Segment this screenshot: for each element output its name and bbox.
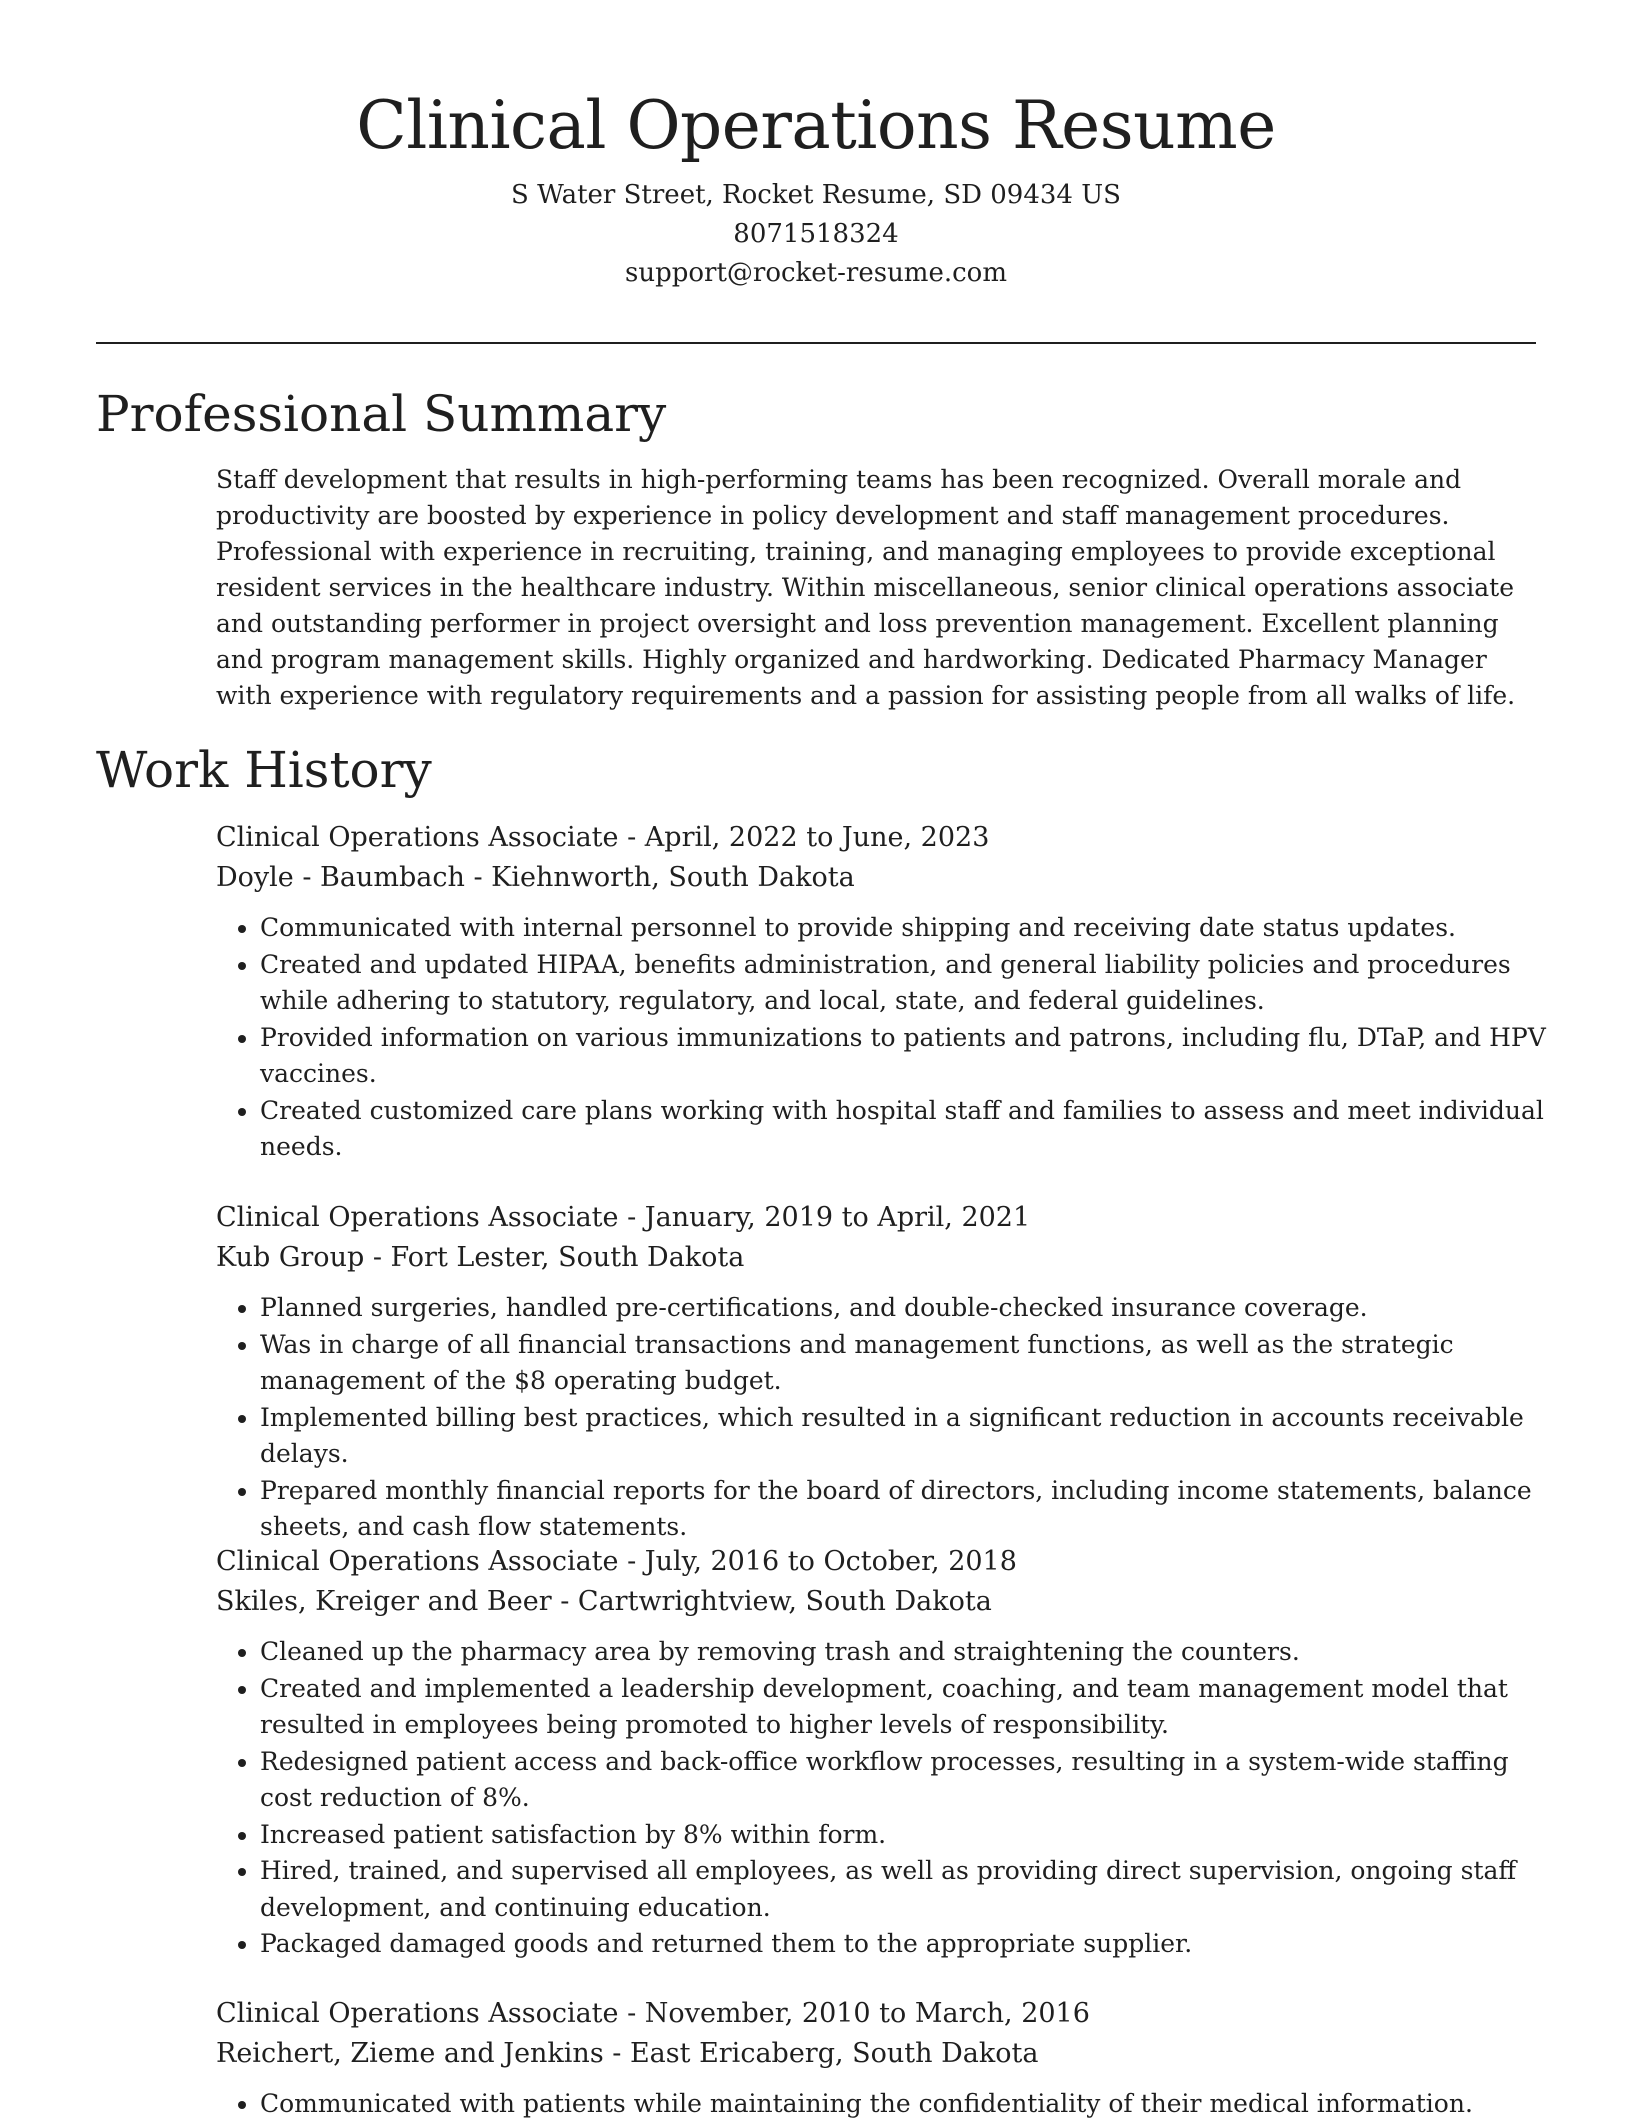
- job-bullet: • Created and implemented a leadership development, coaching, and team management model that resulted in employees being promoted to higher levels of responsibility.: [260, 1671, 1546, 1744]
- job-company-line: [216, 1238, 1546, 1278]
- job-dates: - April, 2022 to June, 2023: [618, 822, 990, 853]
- job-entry: [216, 1994, 1546, 2123]
- job-title: Clinical Operations Associate: [216, 1998, 619, 2029]
- job-company-line: [216, 2034, 1546, 2074]
- job-title-line: [216, 818, 1546, 858]
- job-bullet: • Was in charge of all financial transactions and management functions, as well as the strategic management of the $8 operating budget.: [260, 1327, 1546, 1400]
- job-dates: - November, 2010 to March, 2016: [618, 1998, 1090, 2029]
- job-company: Doyle - Baumbach: [216, 862, 465, 893]
- contact-info: [96, 176, 1536, 293]
- job-bullet: • Increased patient satisfaction by 8% within form.: [260, 1817, 1546, 1854]
- job-location: - Kiehnworth, South Dakota: [464, 862, 855, 893]
- job-bullets: [216, 2086, 1546, 2123]
- contact-email: support@rocket-resume.com: [624, 258, 1007, 288]
- job-title-line: [216, 1542, 1546, 1582]
- job-bullet: • Planned surgeries, handled pre-certifications, and double-checked insurance coverage.: [260, 1290, 1546, 1327]
- job-bullet: • Prepared monthly financial reports for the board of directors, including income statements, balance sheets, and cash flow statements.: [260, 1473, 1546, 1546]
- job-entry: [216, 1542, 1546, 1963]
- job-bullets: [216, 910, 1546, 1166]
- work-history-heading: Work History: [96, 741, 432, 799]
- job-bullet: • Hired, trained, and supervised all employees, as well as providing direct supervision, ongoing staff development, and continuing education.: [260, 1853, 1546, 1926]
- job-title-line: [216, 1994, 1546, 2034]
- resume-header: [96, 84, 1536, 293]
- job-company: Reichert, Zieme and Jenkins: [216, 2038, 604, 2069]
- contact-address: S Water Street, Rocket Resume, SD 09434 US: [511, 180, 1121, 210]
- job-company-line: [216, 1582, 1546, 1622]
- job-title: Clinical Operations Associate: [216, 822, 619, 853]
- job-bullet: • Created and updated HIPAA, benefits administration, and general liability policies and procedures while adhering to statutory, regulatory, and local, state, and federal guidelines.: [260, 947, 1546, 1020]
- job-bullet: • Implemented billing best practices, which resulted in a significant reduction in accounts receivable delays.: [260, 1400, 1546, 1473]
- job-bullet: • Communicated with patients while maintaining the confidentiality of their medical information.: [260, 2086, 1546, 2123]
- job-entry: [216, 818, 1546, 1166]
- job-bullet: • Communicated with internal personnel to provide shipping and receiving date status updates.: [260, 910, 1546, 947]
- job-company: Skiles, Kreiger and Beer: [216, 1586, 552, 1617]
- job-title: Clinical Operations Associate: [216, 1202, 619, 1233]
- job-bullet: • Created customized care plans working with hospital staff and families to assess and meet individual needs.: [260, 1093, 1546, 1166]
- job-dates: - July, 2016 to October, 2018: [618, 1546, 1017, 1577]
- job-title: Clinical Operations Associate: [216, 1546, 619, 1577]
- job-location: - Fort Lester, South Dakota: [364, 1242, 745, 1273]
- job-dates: - January, 2019 to April, 2021: [618, 1202, 1031, 1233]
- job-bullet: • Provided information on various immunizations to patients and patrons, including flu, DTaP, and HPV vaccines.: [260, 1020, 1546, 1093]
- job-bullet: • Packaged damaged goods and returned them to the appropriate supplier.: [260, 1926, 1546, 1963]
- header-divider: [96, 342, 1536, 344]
- job-location: - East Ericaberg, South Dakota: [603, 2038, 1039, 2069]
- job-bullet: • Cleaned up the pharmacy area by removing trash and straightening the counters.: [260, 1634, 1546, 1671]
- job-location: - Cartwrightview, South Dakota: [551, 1586, 992, 1617]
- job-company-line: [216, 858, 1546, 898]
- job-bullets: [216, 1290, 1546, 1546]
- contact-phone: 8071518324: [733, 219, 899, 249]
- summary-text: Staff development that results in high-performing teams has been recognized. Overall morale and productivity are boosted by experience in policy development and staff management procedures. Professional with experience in recruiting, training, and managing employees to provide exceptional resident services in the healthcare industry. Within miscellaneous, senior clinical operations associate and outstanding performer in project oversight and loss prevention management. Excellent planning and program management skills. Highly organized and hardworking. Dedicated Pharmacy Manager with experience with regulatory requirements and a passion for assisting people from all walks of life.: [216, 465, 1516, 710]
- summary-heading: Professional Summary: [96, 385, 667, 443]
- resume-title: Clinical Operations Resume: [356, 87, 1276, 164]
- job-entry: [216, 1198, 1546, 1546]
- job-company: Kub Group: [216, 1242, 365, 1273]
- job-bullets: [216, 1634, 1546, 1963]
- job-bullet: • Redesigned patient access and back-office workflow processes, resulting in a system-wide staffing cost reduction of 8%.: [260, 1744, 1546, 1817]
- job-title-line: [216, 1198, 1546, 1238]
